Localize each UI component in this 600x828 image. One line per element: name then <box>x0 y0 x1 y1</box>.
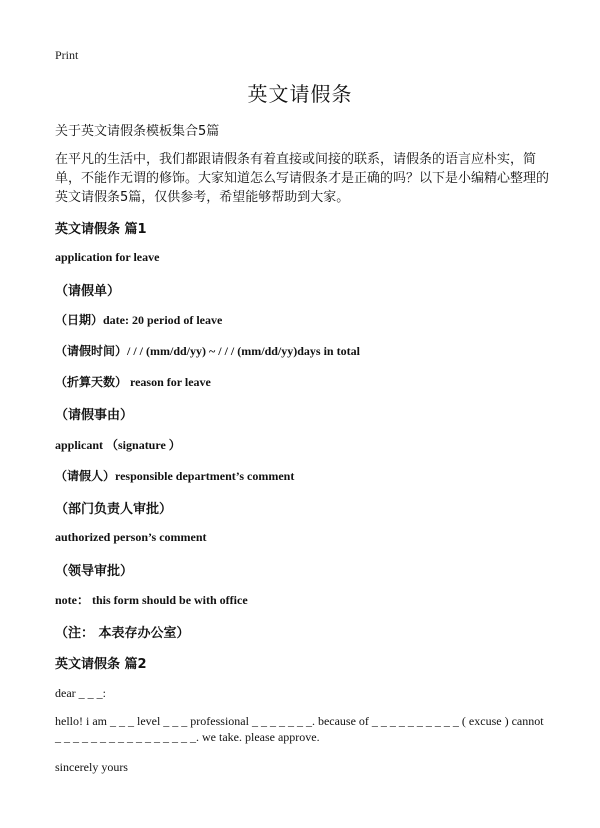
form-line: （请假单） <box>55 284 121 299</box>
document-subtitle: 关于英文请假条模板集合5篇 <box>55 124 220 139</box>
form-line: （请假人）responsible department’s comment <box>55 469 295 483</box>
section-heading-2: 英文请假条 篇2 <box>55 657 147 672</box>
letter-closing: sincerely yours <box>55 760 128 774</box>
letter-greeting: dear _ _ _: <box>55 686 106 700</box>
intro-paragraph: 在平凡的生活中，我们都跟请假条有着直接或间接的联系，请假条的语言应朴实，简单，不能作无谓的修饰。大家知道怎么写请假条才是正确的吗？以下是小编精心整理的英文请假条5篇，仅供参考，希望能够帮助到大家。 <box>55 152 550 205</box>
form-line: （请假事由） <box>55 408 134 423</box>
form-line: （注： 本表存办公室） <box>55 626 190 641</box>
form-line: （部门负责人审批） <box>55 502 173 517</box>
form-line: authorized person’s comment <box>55 530 207 544</box>
print-link[interactable]: Print <box>55 48 79 62</box>
document-title: 英文请假条 <box>247 82 353 106</box>
section-heading-1: 英文请假条 篇1 <box>55 222 147 237</box>
form-line: application for leave <box>55 250 160 264</box>
form-line: applicant （signature ） <box>55 438 181 452</box>
form-line: （领导审批） <box>55 564 134 579</box>
form-line: （日期）date: 20 period of leave <box>55 313 223 327</box>
form-line: （请假时间）/ / / (mm/dd/yy) ~ / / / (mm/dd/yy)days in total <box>55 344 360 358</box>
form-line: （折算天数） reason for leave <box>55 375 211 389</box>
letter-body: hello! i am _ _ _ level _ _ _ professional _ _ _ _ _ _ _. because of _ _ _ _ _ _ _ _ _ _ ( excuse ) cannot _ _ _ _ _ _ _ _ _ _ _ _ _ _ _ _. we take. please approve. <box>55 714 544 744</box>
form-line: note： this form should be with office <box>55 593 248 607</box>
